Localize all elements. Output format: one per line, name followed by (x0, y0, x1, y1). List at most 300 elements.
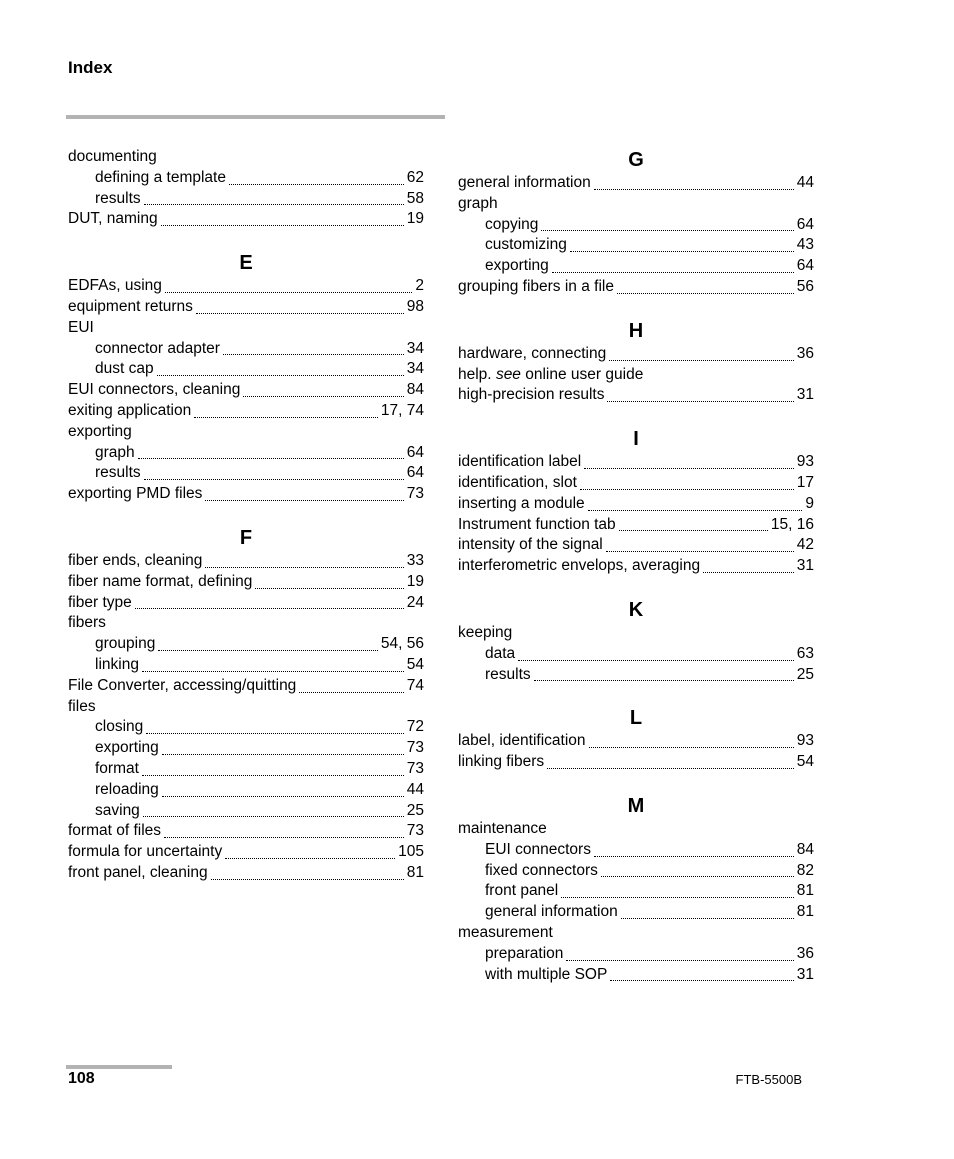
dot-leader (164, 837, 404, 838)
index-section-g (458, 147, 814, 298)
entry-term (95, 339, 220, 360)
entry-term-text: defining a template (95, 168, 226, 186)
index-subentry (68, 780, 424, 801)
entry-term-text: exporting (485, 257, 549, 275)
dot-leader (158, 650, 378, 651)
entry-term (68, 276, 162, 297)
entry-term-text: maintenance (458, 819, 547, 837)
index-subentry (458, 215, 814, 236)
dot-leader (143, 816, 404, 817)
dot-leader (541, 230, 793, 231)
page-reference: 15, 16 (770, 515, 814, 533)
index-subentry (458, 840, 814, 861)
dot-leader (205, 500, 403, 501)
page-reference: 44 (796, 174, 814, 191)
dot-leader (561, 897, 794, 898)
entry-term-text: EUI (68, 318, 94, 336)
dot-leader (594, 856, 794, 857)
dot-leader (552, 272, 794, 273)
page-reference: 9 (805, 494, 814, 512)
entry-term-text: measurement (458, 923, 553, 941)
index-section (68, 147, 424, 230)
entry-term-text: fiber type (68, 593, 132, 611)
entry-term-text: DUT, naming (68, 210, 158, 228)
index-subentry (68, 168, 424, 189)
entry-term-text: general information (458, 174, 591, 191)
see-reference-target: online user guide (525, 365, 644, 383)
dot-leader (157, 375, 404, 376)
page-reference: 72 (406, 718, 424, 736)
dot-leader (211, 879, 404, 880)
page-reference: 81 (796, 903, 814, 921)
entry-term (68, 318, 94, 339)
page-reference: 17 (796, 473, 814, 491)
index-entry (68, 572, 424, 593)
index-subentry (68, 801, 424, 822)
entry-term-text: with multiple SOP (485, 965, 608, 983)
dot-leader (570, 251, 794, 252)
dot-leader (205, 567, 403, 568)
page-reference: 36 (796, 344, 814, 362)
page-reference: 93 (796, 453, 814, 471)
entry-term-text: intensity of the signal (458, 536, 603, 554)
index-entry (68, 318, 424, 339)
entry-term (458, 731, 586, 752)
page-reference: 84 (796, 840, 814, 858)
entry-term-text: dust cap (95, 360, 154, 378)
index-entry (458, 923, 814, 944)
entry-term (68, 297, 193, 318)
dot-leader (162, 796, 404, 797)
page-header-title: Index (68, 58, 113, 77)
entry-term (68, 863, 208, 884)
entry-term (68, 422, 132, 443)
page-reference: 31 (796, 965, 814, 983)
entry-term (485, 235, 567, 256)
dot-leader (144, 479, 404, 480)
entry-term (95, 801, 140, 822)
page-reference: 84 (406, 381, 424, 399)
dot-leader (225, 858, 395, 859)
entry-term-text: keeping (458, 623, 513, 641)
page-reference: 81 (406, 863, 424, 881)
page-reference: 31 (796, 386, 814, 404)
entry-term (95, 738, 159, 759)
entry-term (68, 676, 296, 697)
page-reference: 2 (415, 277, 424, 295)
entry-term-text: grouping (95, 635, 156, 653)
entry-term-text: linking (95, 655, 139, 673)
page-reference: 34 (406, 339, 424, 357)
entry-term (95, 189, 141, 210)
dot-leader (580, 489, 794, 490)
index-entry (458, 556, 814, 577)
entry-term (458, 819, 547, 840)
dot-leader (619, 530, 768, 531)
section-letter-heading: L (629, 707, 643, 730)
entry-term-text: copying (485, 215, 539, 233)
page-reference: 25 (796, 665, 814, 683)
entry-term-text: general information (485, 903, 618, 921)
entry-term-text: interferometric envelops, averaging (458, 557, 701, 575)
dot-leader (223, 354, 404, 355)
page-reference: 54, 56 (380, 635, 424, 653)
dot-leader (609, 360, 794, 361)
entry-term (485, 861, 598, 882)
index-entry (68, 209, 424, 230)
entry-term-text: formula for uncertainty (68, 843, 223, 861)
entry-term (68, 401, 191, 422)
entry-term (95, 717, 143, 738)
entry-term-text: front panel (485, 882, 559, 900)
entry-term-text: EUI connectors (485, 840, 591, 858)
footer-divider (66, 1065, 172, 1069)
page-reference: 42 (796, 536, 814, 554)
index-section-f (68, 525, 424, 884)
entry-term-text: fiber ends, cleaning (68, 551, 203, 569)
index-entry (458, 365, 814, 386)
entry-term-text: files (68, 697, 96, 715)
index-entry (458, 535, 814, 556)
index-entry (68, 613, 424, 634)
entry-term (485, 965, 607, 986)
dot-leader (588, 510, 803, 511)
page-reference: 36 (796, 944, 814, 962)
entry-term (458, 623, 512, 644)
entry-term-text: inserting a module (458, 494, 585, 512)
entry-term-text: format (95, 759, 139, 777)
entry-term-text: exporting (68, 422, 132, 440)
page-reference: 24 (406, 593, 424, 611)
index-subentry (458, 644, 814, 665)
dot-leader (566, 960, 793, 961)
entry-term (68, 147, 157, 168)
page-reference: 64 (796, 257, 814, 275)
index-subentry (458, 965, 814, 986)
entry-term (95, 463, 141, 484)
dot-leader (194, 417, 378, 418)
index-section-h (458, 318, 814, 406)
page-reference: 19 (406, 210, 424, 228)
index-entry (458, 494, 814, 515)
entry-term (95, 759, 139, 780)
page-reference: 64 (406, 443, 424, 461)
entry-term (458, 535, 603, 556)
entry-term-text: grouping fibers in a file (458, 277, 614, 295)
index-entry (458, 473, 814, 494)
page-reference: 31 (796, 557, 814, 575)
entry-term (68, 613, 106, 634)
entry-term (68, 842, 222, 863)
entry-term (458, 365, 643, 386)
entry-term-text: linking fibers (458, 753, 545, 771)
index-entry (68, 676, 424, 697)
entry-term-text: saving (95, 801, 140, 819)
entry-term-text: identification label (458, 453, 582, 471)
entry-term (95, 780, 159, 801)
entry-term (458, 473, 577, 494)
dot-leader (162, 754, 404, 755)
index-column-right (458, 147, 814, 1005)
page-reference: 54 (406, 655, 424, 673)
index-subentry (68, 655, 424, 676)
index-subentry (68, 717, 424, 738)
index-entry (458, 385, 814, 406)
entry-term (485, 881, 558, 902)
entry-term-text: documenting (68, 148, 157, 165)
index-section-i (458, 426, 814, 577)
page-reference: 64 (406, 464, 424, 482)
entry-term-text: results (485, 665, 531, 683)
index-subentry (458, 235, 814, 256)
page-reference: 43 (796, 236, 814, 254)
see-reference-label: see (495, 365, 521, 383)
page-reference: 58 (406, 189, 424, 207)
index-section-l (458, 705, 814, 773)
entry-term (68, 380, 240, 401)
index-subentry (458, 256, 814, 277)
dot-leader (196, 313, 404, 314)
page-reference: 63 (796, 644, 814, 662)
page-reference: 54 (796, 753, 814, 771)
dot-leader (161, 225, 404, 226)
entry-term-text: graph (458, 194, 498, 212)
index-subentry (68, 634, 424, 655)
page-reference: 98 (406, 297, 424, 315)
entry-term-text: customizing (485, 236, 567, 254)
entry-term-text: closing (95, 718, 144, 736)
index-entry (68, 863, 424, 884)
dot-leader (299, 692, 403, 693)
entry-term (458, 194, 498, 215)
index-subentry (68, 738, 424, 759)
entry-term (485, 256, 549, 277)
index-entry (458, 623, 814, 644)
section-letter-heading: H (628, 319, 644, 342)
page-reference: 73 (406, 822, 424, 840)
dot-leader (518, 660, 794, 661)
index-entry (68, 697, 424, 718)
index-subentry (68, 339, 424, 360)
index-entry (458, 173, 814, 194)
entry-term-text: exiting application (68, 401, 192, 419)
index-entry (458, 344, 814, 365)
index-entry (68, 842, 424, 863)
index-subentry (68, 443, 424, 464)
section-letter-heading: E (239, 252, 253, 275)
entry-term-text: results (95, 464, 141, 482)
entry-term-text: fixed connectors (485, 861, 598, 879)
index-entry (68, 821, 424, 842)
dot-leader (601, 876, 794, 877)
index-entry (458, 194, 814, 215)
page-reference: 64 (796, 215, 814, 233)
page-number: 108 (68, 1070, 95, 1087)
entry-term (458, 494, 585, 515)
index-entry (68, 380, 424, 401)
index-subentry (68, 189, 424, 210)
entry-term-text: identification, slot (458, 473, 577, 491)
entry-term (95, 168, 226, 189)
entry-term-text: help. (458, 365, 492, 383)
index-entry (68, 297, 424, 318)
entry-term (95, 359, 154, 380)
index-entry (68, 401, 424, 422)
index-entry (458, 452, 814, 473)
dot-leader (142, 775, 404, 776)
index-entry (458, 752, 814, 773)
dot-leader (703, 572, 794, 573)
page-reference: 17, 74 (380, 401, 424, 419)
dot-leader (534, 680, 794, 681)
dot-leader (610, 980, 793, 981)
entry-term-text: fiber name format, defining (68, 572, 253, 590)
entry-term (458, 752, 544, 773)
entry-term-text: format of files (68, 822, 162, 840)
page-reference: 74 (406, 676, 424, 694)
entry-term-text: reloading (95, 780, 159, 798)
entry-term-text: label, identification (458, 732, 586, 750)
entry-term-text: EUI connectors, cleaning (68, 381, 241, 399)
dot-leader (617, 293, 794, 294)
page-reference: 62 (406, 168, 424, 186)
entry-term (458, 173, 591, 194)
dot-leader (138, 458, 404, 459)
index-entry (68, 422, 424, 443)
page-reference: 93 (796, 732, 814, 750)
entry-term (458, 344, 606, 365)
entry-term (68, 697, 96, 718)
index-entry (458, 277, 814, 298)
dot-leader (584, 468, 794, 469)
index-entry (68, 551, 424, 572)
page-reference: 44 (406, 780, 424, 798)
index-subentry (68, 759, 424, 780)
entry-term (485, 665, 531, 686)
entry-term (485, 215, 538, 236)
index-section-k (458, 597, 814, 685)
page-reference: 73 (406, 739, 424, 757)
document-id: FTB-5500B (735, 1072, 802, 1087)
entry-term-text: preparation (485, 944, 564, 962)
entry-term-text: fibers (68, 614, 106, 632)
dot-leader (229, 184, 404, 185)
section-letter-heading: F (239, 526, 253, 549)
dot-leader (142, 671, 404, 672)
section-letter-heading: I (633, 428, 639, 451)
dot-leader (594, 189, 794, 190)
index-subentry (458, 944, 814, 965)
entry-term-text: front panel, cleaning (68, 863, 208, 881)
entry-term (68, 484, 202, 505)
page-reference: 56 (796, 277, 814, 295)
entry-term (485, 902, 618, 923)
section-letter-heading: G (628, 149, 644, 171)
index-entry (68, 593, 424, 614)
entry-term (68, 209, 158, 230)
dot-leader (607, 401, 793, 402)
entry-term (485, 840, 591, 861)
entry-term-text: EDFAs, using (68, 277, 162, 295)
entry-term (458, 923, 553, 944)
entry-term-text: equipment returns (68, 297, 193, 315)
page-reference: 82 (796, 861, 814, 879)
index-column-left (68, 147, 424, 904)
entry-term-text: File Converter, accessing/quitting (68, 676, 297, 694)
entry-term (95, 655, 139, 676)
dot-leader (255, 588, 403, 589)
entry-term (458, 385, 604, 406)
index-subentry (458, 881, 814, 902)
entry-term-text: data (485, 644, 516, 662)
dot-leader (621, 918, 794, 919)
index-entry (458, 731, 814, 752)
entry-term-text: hardware, connecting (458, 344, 607, 362)
index-entry (458, 819, 814, 840)
index-entry (68, 276, 424, 297)
entry-term-text: exporting (95, 739, 159, 757)
index-subentry (458, 665, 814, 686)
page-reference: 105 (398, 843, 424, 861)
dot-leader (146, 733, 404, 734)
entry-term (95, 443, 135, 464)
entry-term (68, 551, 202, 572)
index-entry (458, 515, 814, 536)
entry-term (68, 572, 252, 593)
entry-term-text: Instrument function tab (458, 515, 616, 533)
entry-term (458, 556, 700, 577)
page-reference: 73 (406, 485, 424, 503)
index-section-m (458, 793, 814, 985)
entry-term-text: high-precision results (458, 386, 605, 404)
dot-leader (135, 608, 404, 609)
dot-leader (165, 292, 412, 293)
entry-term-text: exporting PMD files (68, 485, 203, 503)
entry-term (95, 634, 155, 655)
index-subentry (68, 359, 424, 380)
dot-leader (243, 396, 403, 397)
entry-term (68, 593, 132, 614)
header-divider (66, 115, 445, 119)
entry-term-text: graph (95, 443, 135, 461)
index-subentry (458, 861, 814, 882)
index-entry (68, 484, 424, 505)
page-reference: 81 (796, 882, 814, 900)
section-letter-heading: M (627, 794, 645, 817)
index-subentry (68, 463, 424, 484)
index-section-e (68, 250, 424, 505)
dot-leader (589, 747, 794, 748)
page-reference: 73 (406, 759, 424, 777)
page-reference: 19 (406, 572, 424, 590)
entry-term (458, 277, 614, 298)
dot-leader (144, 204, 404, 205)
dot-leader (606, 551, 794, 552)
page-reference: 34 (406, 360, 424, 378)
entry-term (458, 515, 616, 536)
entry-term-text: results (95, 189, 141, 207)
index-subentry (458, 902, 814, 923)
section-letter-heading: K (628, 598, 644, 621)
page-reference: 25 (406, 801, 424, 819)
page-reference: 33 (406, 551, 424, 569)
entry-term (458, 452, 581, 473)
dot-leader (547, 768, 794, 769)
entry-term (485, 944, 563, 965)
index-entry (68, 147, 424, 168)
entry-term-text: connector adapter (95, 339, 220, 357)
entry-term (68, 821, 161, 842)
